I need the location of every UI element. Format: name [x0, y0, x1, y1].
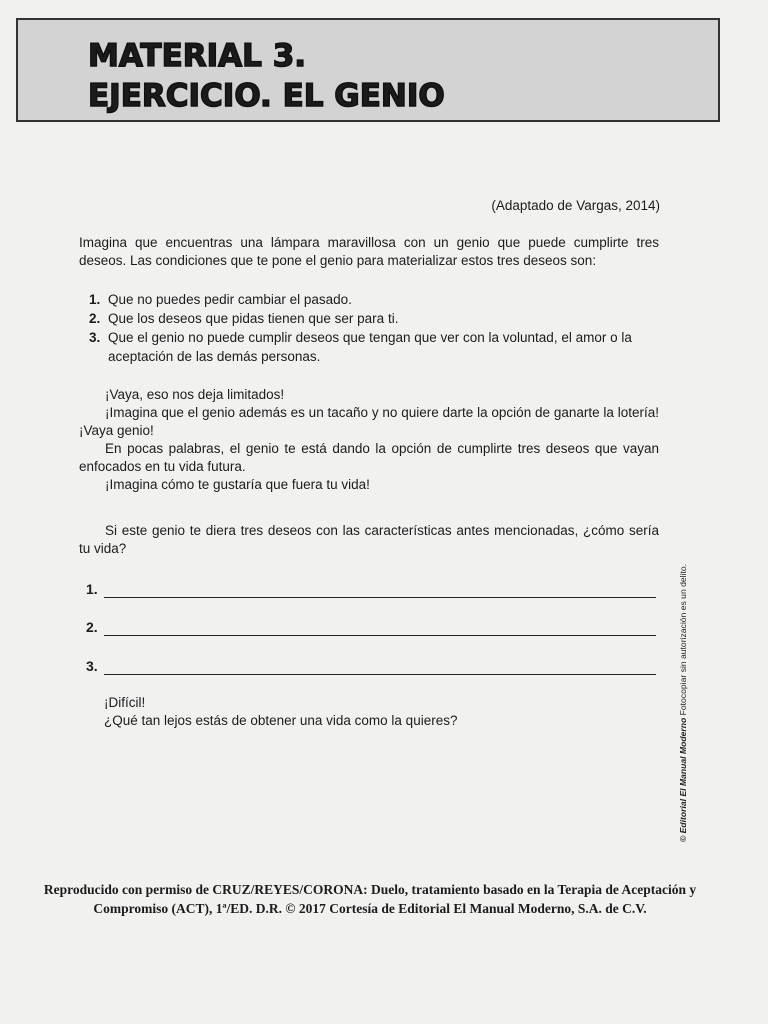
side-copyright-notice: [676, 548, 690, 858]
item-text: Que no puedes pedir cambiar el pasado.: [108, 292, 352, 307]
copy-warning: Fotocopiar sin autorización es un delito.: [678, 563, 688, 716]
closing-text: [104, 694, 624, 730]
answer-blank[interactable]: [104, 635, 656, 636]
source-citation: (Adaptado de Vargas, 2014): [491, 198, 660, 213]
footer-credit: [30, 880, 710, 918]
footer-line-1: Reproducido con permiso de CRUZ/REYES/CORONA: Duelo, tratamiento basado en la Terapia de Aceptación y: [43, 882, 697, 897]
paragraph: ¡Imagina que el genio además es un tacaño y no quiere darte la opción de ganarte la lotería! ¡Vaya genio!: [79, 405, 659, 438]
conditions-list: [89, 290, 659, 366]
answer-line-2[interactable]: [86, 617, 656, 637]
answer-line-1[interactable]: [86, 579, 656, 599]
list-item: [89, 328, 659, 366]
list-item: [89, 290, 659, 309]
answer-number: 3.: [86, 658, 98, 674]
answer-number: 1.: [86, 581, 98, 597]
item-number: 3.: [89, 330, 101, 345]
publisher-credit: © Editorial El Manual Moderno: [678, 717, 688, 843]
footer-line-2: Compromiso (ACT), 1ª/ED. D.R. © 2017 Cortesía de Editorial El Manual Moderno, S.A. de C.V.: [93, 901, 647, 916]
title-line-1: MATERIAL 3.: [88, 38, 307, 74]
title-line-2: EJERCICIO. EL GENIO: [88, 78, 445, 114]
paragraph: En pocas palabras, el genio te está dando la opción de cumplirte tres deseos que vayan enfocados en tu vida futura.: [79, 441, 659, 474]
title-banner: [16, 18, 720, 122]
paragraph: ¡Vaya, eso nos deja limitados!: [105, 387, 285, 402]
question-paragraph: Si este genio te diera tres deseos con las características antes mencionadas, ¿cómo sería tu vida?: [79, 523, 659, 556]
paragraph: ¡Imagina cómo te gustaría que fuera tu vida!: [105, 477, 370, 492]
item-text: Que los deseos que pidas tienen que ser para ti.: [108, 311, 399, 326]
page-title: [88, 36, 445, 116]
list-item: [89, 309, 659, 328]
body-paragraphs: [79, 386, 659, 494]
answer-blank[interactable]: [104, 674, 656, 675]
answer-blank[interactable]: [104, 597, 656, 598]
item-number: 2.: [89, 311, 101, 326]
closing-line: ¿Qué tan lejos estás de obtener una vida como la quieres?: [104, 713, 458, 728]
answer-line-3[interactable]: [86, 656, 656, 676]
closing-line: ¡Difícil!: [104, 695, 146, 710]
intro-paragraph: Imagina que encuentras una lámpara maravillosa con un genio que puede cumplirte tres deseos. Las condiciones que te pone el genio para materializar estos tres deseos son:: [79, 235, 659, 268]
item-text: Que el genio no puede cumplir deseos que tengan que ver con la voluntad, el amor o la aceptación de las demás personas.: [108, 330, 632, 364]
item-number: 1.: [89, 292, 101, 307]
answer-number: 2.: [86, 619, 98, 635]
